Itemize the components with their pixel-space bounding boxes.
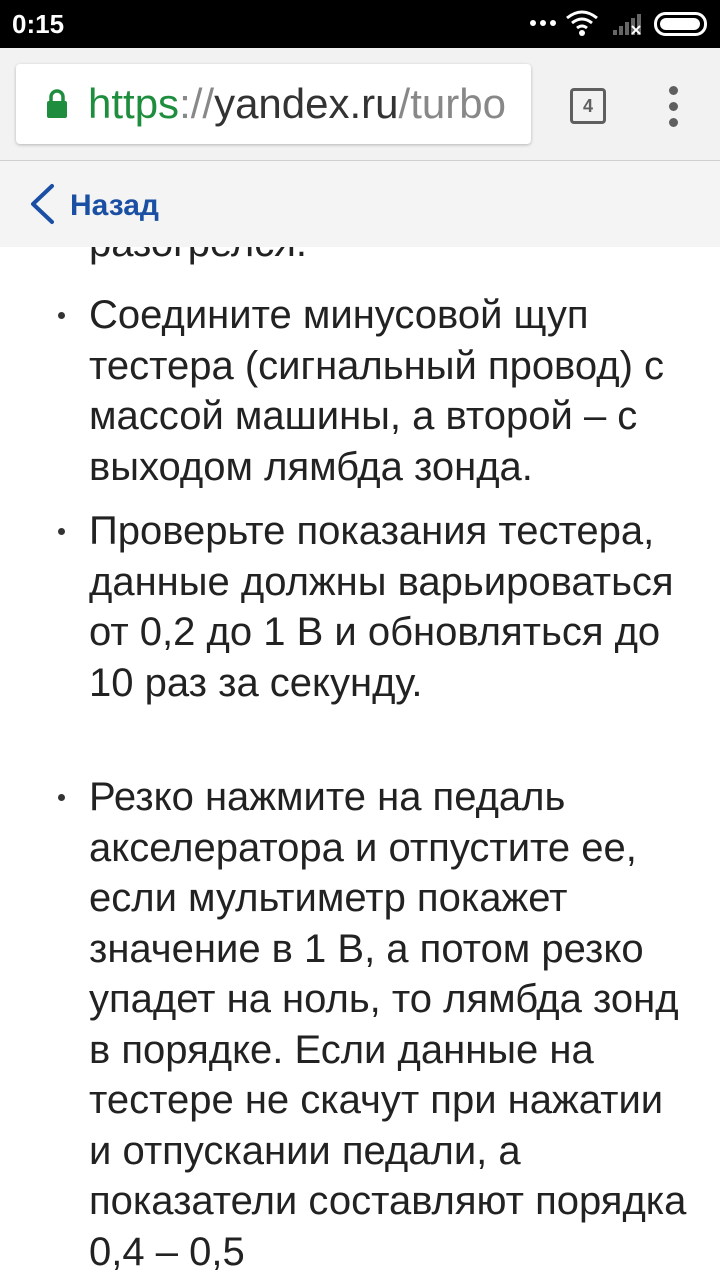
more-dots-icon [530,20,558,30]
url-path: /turbo [398,80,506,127]
list-item-text: Проверьте показания тестера, данные должны варьироваться от 0,2 до 1 В и обновляться до 10 раз за секунду. [89,509,674,705]
list-item-text: Резко нажмите на педаль акселератора и отпустите ее, если мультиметр покажет значение в 1 В, а потом резко упадет на ноль, то лямбда зонд в порядке. Если данные на тестере не скачут при нажатии и отпускании педали, а показатели составляют порядка 0,4 – 0,5 [89,775,687,1274]
url-separator: :// [179,80,215,127]
url-host: yandex.ru [214,80,399,127]
url-bar[interactable] [16,64,531,144]
tab-switcher-button[interactable]: 4 [570,88,606,124]
article-content [0,228,720,1280]
browser-toolbar [0,48,720,161]
battery-icon [654,12,710,36]
back-label: Назад [70,189,159,222]
back-bar [0,161,720,247]
bullet-dot [58,794,65,801]
wifi-icon [565,9,599,37]
bullet-dot [58,312,65,319]
url-scheme: https [88,80,180,127]
signal-icon [611,12,643,36]
chevron-left-icon [28,183,56,225]
status-bar [0,0,720,48]
status-time: 0:15 [12,9,65,39]
bullet-dot [58,528,65,535]
url-text [88,79,506,129]
lock-icon [46,89,68,119]
list-item-text: Соедините минусовой щуп тестера (сигнальный провод) с массой машины, а второй – с выходом лямбда зонда. [89,293,664,489]
overflow-menu-icon[interactable] [664,86,684,128]
